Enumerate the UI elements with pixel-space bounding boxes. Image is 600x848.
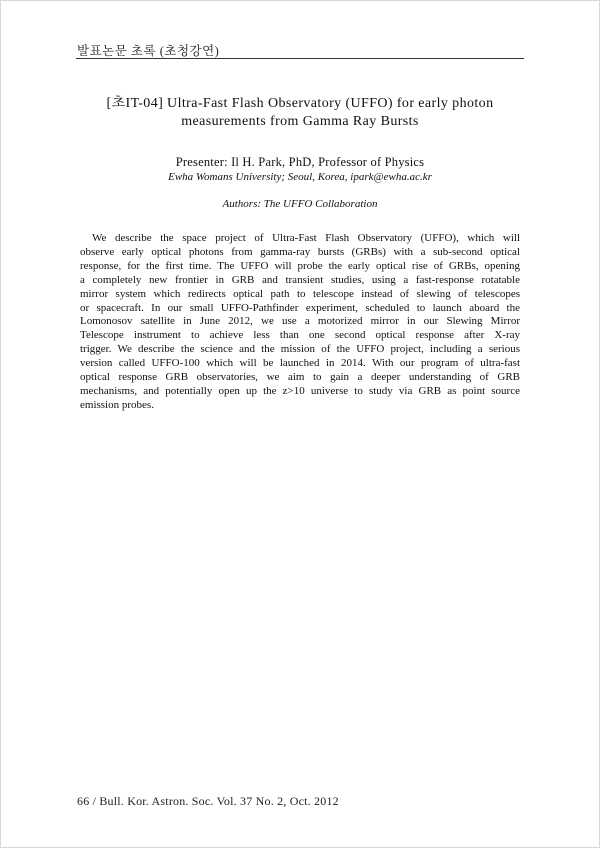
page-footer: 66 / Bull. Kor. Astron. Soc. Vol. 37 No. 2, Oct. 2012 xyxy=(77,794,339,808)
title-line-2: measurements from Gamma Ray Bursts xyxy=(181,114,419,129)
abstract-line: response, for the first time. The UFFO will probe the early optical rise of GRBs, opening xyxy=(80,259,520,272)
abstract-line: Telescope instrument to achieve less than one second optical response after X-ray xyxy=(80,329,520,342)
abstract-line: observe early optical photons from gamma-ray bursts (GRBs) with a sub-second optical xyxy=(80,245,520,258)
abstract-line: or spacecraft. In our small UFFO-Pathfinder experiment, scheduled to launch aboard the xyxy=(80,301,520,314)
abstract-body xyxy=(80,232,520,413)
abstract-line: version called UFFO-100 which will be launched in 2014. With our program of ultra-fast xyxy=(80,357,520,370)
running-head: 발표논문 초록 (초청강연) xyxy=(77,44,220,58)
abstract-line: Lomonosov satellite in June 2012, we use a motorized mirror in our Slewing Mirror xyxy=(80,315,520,328)
presenter-line: Presenter: Il H. Park, PhD, Professor of Physics xyxy=(175,155,425,169)
abstract-line: a completely new frontier in GRB and transient studies, using a fast-response rotatable xyxy=(80,273,520,286)
abstract-title xyxy=(60,95,540,131)
abstract-line: trigger. We describe the science and the mission of the UFFO project, including a serious xyxy=(80,343,520,356)
abstract-line: mechanisms, and potentially open up the z>10 universe to study via GRB as point source xyxy=(80,384,520,397)
affiliation-line: Ewha Womans University; Seoul, Korea, ipark@ewha.ac.kr xyxy=(168,171,432,183)
abstract-line: emission probes. xyxy=(80,398,154,411)
abstract-line: optical response GRB observatories, we aim to gain a deeper understanding of GRB xyxy=(80,371,520,384)
authors-line: Authors: The UFFO Collaboration xyxy=(222,198,378,210)
title-line-1: [초IT-04] Ultra-Fast Flash Observatory (UFFO) for early photon xyxy=(106,96,494,111)
abstract-line: mirror system which redirects optical path to telescope instead of slewing of telescopes xyxy=(80,287,520,300)
header-rule xyxy=(76,58,524,59)
presenter-block xyxy=(60,154,540,185)
abstract-line: We describe the space project of Ultra-Fast Flash Observatory (UFFO), which will xyxy=(92,232,520,244)
